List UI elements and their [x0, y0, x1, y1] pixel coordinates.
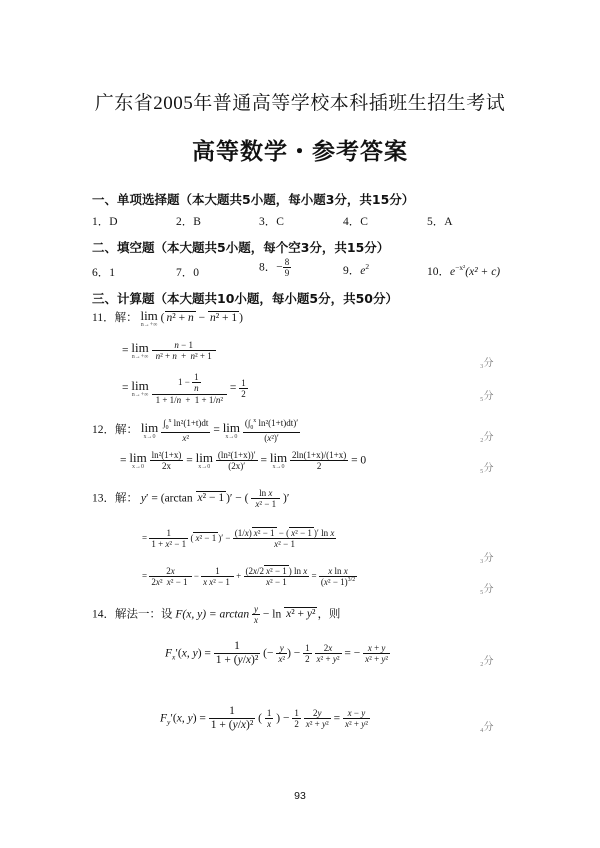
margin-mark-7: ₂分 [480, 656, 494, 667]
answer-key-title: 高等数学・参考答案 [192, 139, 408, 165]
q13-line1: 13．解： y′ = (arctan x² − 1 )′ − ( $\frac{\text{ln x}}{\text{x² − 1}}$ )′ [92, 488, 290, 510]
answer-9-exp: 2 [365, 262, 370, 272]
q14-tail: ，则 [317, 608, 341, 621]
answer-9 [343, 262, 369, 278]
answer-8: 8．− $\frac{8}{9}$ [259, 257, 290, 279]
section3-heading: 三、计算题（本大题共10小题，每小题5分，共50分） [92, 291, 398, 306]
answer-8-prefix: 8． [259, 261, 277, 274]
q11-result-num: 1 [241, 377, 246, 388]
q13-label: 13．解： [92, 492, 138, 505]
q12-line2: = lim x→0 $\frac{\text{ln²(1+x)}}{2x}$ = lim x→0 $\frac{\text{(ln²(1+x))′}}{(2x)'}$ = lim x→0 $\frac{2\ln(1+x)/(1+x)}{2}$ = 0 [120, 450, 367, 472]
answer-9-base: e [360, 265, 366, 277]
q11-label: 11．解： [92, 312, 138, 325]
q14-fy: $F_y'(x$, y) = $\frac{1}{\text{1 + (y/x)²}}$ ( $\frac{1}{x}$ ) − $\frac{1}{2}$ $\frac{2y}{\text{x² + y²}}$ = $\frac{x - y}{\text{x² + y²}}$ [160, 705, 368, 732]
q11-line2: = lim n→+∞ $\frac{n - 1}{\text{n² + n + n² + 1}}$ [122, 340, 216, 362]
margin-mark-6: ₅分 [480, 584, 494, 595]
q11-result-den: 2 [241, 389, 246, 400]
answer-10-expr: (x² + c) [465, 266, 501, 278]
margin-mark-4: ₅分 [480, 463, 494, 474]
margin-mark-2: ₅分 [480, 391, 494, 402]
page-number: 93 [294, 790, 306, 802]
answer-10: 10．$e^{-x^2}(x^2 + c)$ [427, 263, 501, 278]
q14-fx: $F_x'(x$, y) = $\frac{1}{\text{1 + (y/x)²}}$ (− $\frac{y}{\text{x²}}$ ) − $\frac{1}{2}$ $\frac{2x}{\text{x² + y²}}$ = − $\frac{x + y}{\text{x² + y²}}$ [165, 640, 389, 667]
section1-heading: 一、单项选择题（本大题共5小题，每小题3分，共15分） [92, 192, 415, 207]
answer-4: 4．C [343, 216, 368, 228]
margin-mark-3: ₂分 [480, 432, 494, 443]
q14-definition: F(x, y) = arctan [175, 608, 250, 621]
q13-line2: = $\frac{1}{\text{1 + x² − 1}}$ ( x² − 1 )′ − $\frac{\text{(1/x) x² − 1 − ( x² − 1 )′ ln x}}{\text{x² − 1}}$ [142, 528, 335, 550]
margin-mark-8: ₄分 [480, 722, 494, 733]
answer-7: 7．0 [176, 267, 199, 279]
answer-6: 6．1 [92, 267, 115, 279]
margin-mark-5: ₃分 [480, 553, 494, 564]
margin-mark-1: ₃分 [480, 358, 494, 369]
q14-line1: 14．解法一：设 F(x, y) = arctan $\frac{y}{x}$ − ln x² + y² ，则 [92, 604, 341, 626]
answer-3: 3．C [259, 216, 284, 228]
answer-1: 1．D [92, 216, 118, 228]
q13-line3: = $\frac{2x}{\text{2x² x² − 1}}$ − $\frac{1}{\text{x x² − 1}}$ + $\frac{\text{(2x/2 x² − 1 ) ln x}}{\text{x² − 1}}$ = $\frac{\text{x ln x}}{(x^2 - 1)^{3/2}}$ [142, 566, 356, 588]
q12-result: = 0 [351, 454, 367, 467]
answer-8-num: 8 [284, 257, 290, 267]
q14-label: 14．解法一：设 [92, 608, 173, 621]
q11-line1: 11．解： lim n→+∞ ( n² + n − n² + 1 ) [92, 308, 243, 328]
q12-line1: 12．解： lim x→0 $\frac{\int_0^x \ln^2(1+t)dt}{\text{x²}}$ = lim x→0 $\frac{(\int_0^x \ln^2(1+t)dt)'}{\text{(x²)′}}$ [92, 418, 299, 443]
exam-title: 广东省2005年普通高等学校本科插班生招生考试 [94, 93, 506, 114]
answer-9-prefix: 9． [343, 265, 361, 277]
q12-label: 12．解： [92, 424, 138, 437]
answer-10-prefix: 10． [427, 266, 450, 278]
answer-5: 5．A [427, 216, 453, 228]
answer-8-den: 9 [284, 268, 290, 279]
answer-2: 2．B [176, 216, 201, 228]
q11-line3: = lim n→+∞ 1 − $\frac{1}{n}$ 1 + 1/n + 1 + 1/n² = $\frac{1}{2}$ [122, 372, 246, 405]
section2-heading: 二、填空题（本大题共5小题，每个空3分，共15分） [92, 240, 390, 255]
